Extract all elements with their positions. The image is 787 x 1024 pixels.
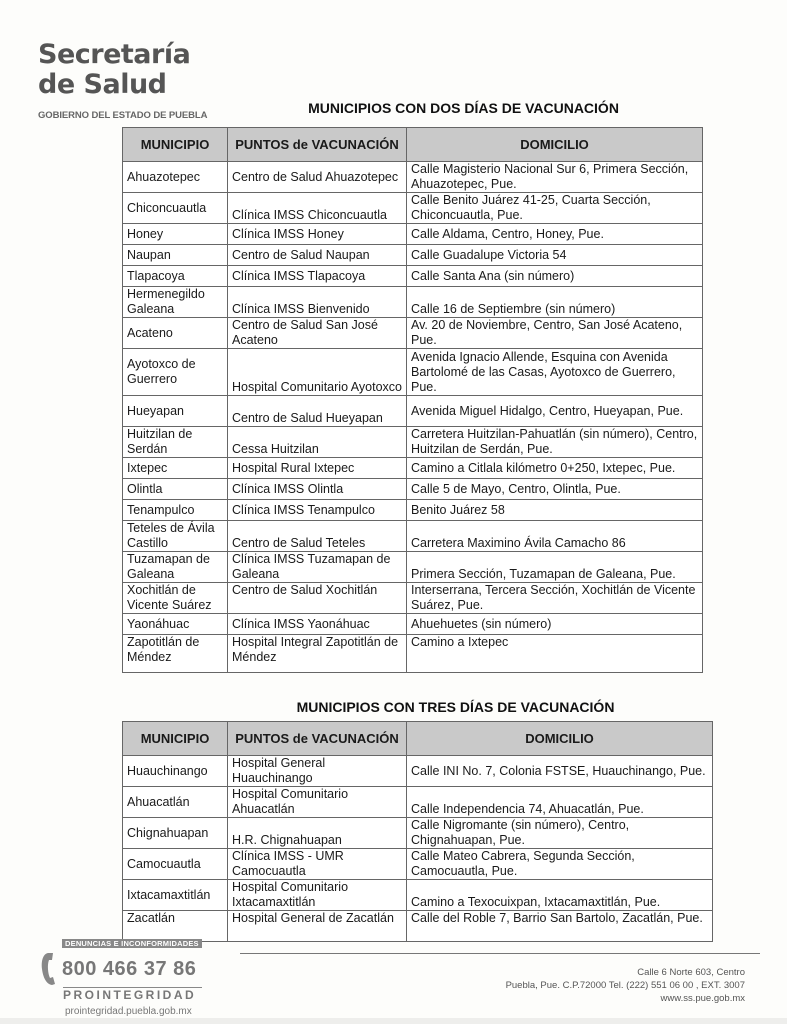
cell-municipio: Honey bbox=[123, 224, 228, 245]
header-puntos-label: PUNTOS de VACUNACIÓN bbox=[235, 137, 399, 152]
cell-domicilio: Calle Nigromante (sin número), Centro, Chignahuapan, Pue. bbox=[407, 818, 713, 849]
cell-municipio: Zapotitlán de Méndez bbox=[123, 635, 228, 673]
cell-municipio: Olintla bbox=[123, 479, 228, 500]
two-days-title: MUNICIPIOS CON DOS DÍAS DE VACUNACIÓN bbox=[308, 100, 619, 116]
table-row bbox=[123, 521, 703, 552]
table-row bbox=[123, 614, 703, 635]
cell-domicilio: Benito Juárez 58 bbox=[407, 500, 703, 521]
cell-domicilio: Interserrana, Tercera Sección, Xochitlán de Vicente Suárez, Pue. bbox=[407, 583, 703, 614]
cell-punto: Clínica IMSS Tlapacoya bbox=[228, 266, 407, 287]
phone-row bbox=[40, 951, 202, 987]
table-row bbox=[123, 427, 703, 458]
cell-municipio: Huauchinango bbox=[123, 756, 228, 787]
cell-domicilio: Carretera Huitzilan-Pahuatlán (sin número), Centro, Huitzilan de Serdán, Pue. bbox=[407, 427, 703, 458]
phone-number[interactable]: 800 466 37 86 bbox=[62, 958, 197, 980]
cell-punto: Centro de Salud San José Acateno bbox=[228, 318, 407, 349]
cell-municipio: Ahuacatlán bbox=[123, 787, 228, 818]
cell-domicilio: Calle Benito Juárez 41-25, Cuarta Sección, Chiconcuautla, Pue. bbox=[407, 193, 703, 224]
table-row bbox=[123, 318, 703, 349]
address-line-1: Calle 6 Norte 603, Centro bbox=[637, 967, 745, 978]
cell-domicilio: Calle Guadalupe Victoria 54 bbox=[407, 245, 703, 266]
cell-municipio: Chiconcuautla bbox=[123, 193, 228, 224]
table-row bbox=[123, 911, 713, 942]
prointegridad-block bbox=[40, 933, 202, 1017]
cell-domicilio: Calle INI No. 7, Colonia FSTSE, Huauchinango, Pue. bbox=[407, 756, 713, 787]
cell-municipio: Zacatlán bbox=[123, 911, 228, 942]
cell-domicilio: Camino a Texocuixpan, Ixtacamaxtitlán, Pue. bbox=[407, 880, 713, 911]
cell-punto: Hospital Integral Zapotitlán de Méndez bbox=[228, 635, 407, 673]
logo-subtitle: GOBIERNO DEL ESTADO DE PUEBLA bbox=[38, 110, 208, 121]
cell-domicilio: Calle 16 de Septiembre (sin número) bbox=[407, 287, 703, 318]
phone-handset-icon bbox=[40, 951, 60, 987]
table-row bbox=[123, 818, 713, 849]
cell-punto: Hospital Rural Ixtepec bbox=[228, 458, 407, 479]
address-line-2: Puebla, Pue. C.P.72000 Tel. (222) 551 06 00 , EXT. 3007 bbox=[505, 980, 745, 991]
logo-line-2: de Salud bbox=[38, 69, 167, 100]
cell-municipio: Xochitlán de Vicente Suárez bbox=[123, 583, 228, 614]
cell-punto: Clínica IMSS Honey bbox=[228, 224, 407, 245]
cell-punto: Hospital Comunitario Ahuacatlán bbox=[228, 787, 407, 818]
table-header-row bbox=[123, 722, 713, 756]
two-days-table bbox=[122, 127, 703, 673]
cell-domicilio: Calle Mateo Cabrera, Segunda Sección, Camocuautla, Pue. bbox=[407, 849, 713, 880]
table-row bbox=[123, 756, 713, 787]
cell-domicilio: Av. 20 de Noviembre, Centro, San José Acateno, Pue. bbox=[407, 318, 703, 349]
cell-municipio: Ixtepec bbox=[123, 458, 228, 479]
cell-punto: Clínica IMSS Chiconcuautla bbox=[228, 193, 407, 224]
cell-punto: Hospital General Huauchinango bbox=[228, 756, 407, 787]
cell-domicilio: Avenida Miguel Hidalgo, Centro, Hueyapan, Pue. bbox=[407, 396, 703, 427]
cell-domicilio: Ahuehuetes (sin número) bbox=[407, 614, 703, 635]
table-row bbox=[123, 287, 703, 318]
header-municipio: MUNICIPIO bbox=[123, 128, 228, 162]
cell-domicilio: Avenida Ignacio Allende, Esquina con Avenida Bartolomé de las Casas, Ayotoxco de Guerrero, Pue. bbox=[407, 349, 703, 396]
cell-municipio: Tlapacoya bbox=[123, 266, 228, 287]
cell-punto: Clínica IMSS - UMR Camocuautla bbox=[228, 849, 407, 880]
cell-punto: Clínica IMSS Tenampulco bbox=[228, 500, 407, 521]
cell-punto: Clínica IMSS Tuzamapan de Galeana bbox=[228, 552, 407, 583]
cell-municipio: Yaonáhuac bbox=[123, 614, 228, 635]
address-block bbox=[506, 966, 745, 1005]
cell-punto: Centro de Salud Naupan bbox=[228, 245, 407, 266]
cell-punto: Clínica IMSS Olintla bbox=[228, 479, 407, 500]
cell-punto: Hospital Comunitario Ixtacamaxtitlán bbox=[228, 880, 407, 911]
cell-municipio: Tenampulco bbox=[123, 500, 228, 521]
cell-punto: Centro de Salud Xochitlán bbox=[228, 583, 407, 614]
table-row bbox=[123, 787, 713, 818]
table-row bbox=[123, 880, 713, 911]
table-row bbox=[123, 583, 703, 614]
website-link[interactable]: www.ss.pue.gob.mx bbox=[660, 993, 745, 1004]
cell-municipio: Ahuazotepec bbox=[123, 162, 228, 193]
table-row bbox=[123, 458, 703, 479]
cell-domicilio: Camino a Citlala kilómetro 0+250, Ixtepec, Pue. bbox=[407, 458, 703, 479]
footer-divider bbox=[240, 953, 760, 954]
cell-punto: Hospital General de Zacatlán bbox=[228, 911, 407, 942]
prointegridad-url[interactable]: prointegridad.puebla.gob.mx bbox=[65, 1006, 192, 1017]
cell-domicilio: Calle Magisterio Nacional Sur 6, Primera Sección, Ahuazotepec, Pue. bbox=[407, 162, 703, 193]
cell-municipio: Acateno bbox=[123, 318, 228, 349]
table-row bbox=[123, 635, 703, 673]
cell-municipio: Teteles de Ávila Castillo bbox=[123, 521, 228, 552]
table-row bbox=[123, 193, 703, 224]
cell-punto: Cessa Huitzilan bbox=[228, 427, 407, 458]
cell-municipio: Huitzilan de Serdán bbox=[123, 427, 228, 458]
table-row bbox=[123, 224, 703, 245]
table-row bbox=[123, 349, 703, 396]
table-row bbox=[123, 396, 703, 427]
table-row bbox=[123, 479, 703, 500]
table-row bbox=[123, 266, 703, 287]
logo-line-1: Secretaría bbox=[38, 39, 191, 70]
table-row bbox=[123, 552, 703, 583]
table-row bbox=[123, 245, 703, 266]
cell-domicilio: Calle Independencia 74, Ahuacatlán, Pue. bbox=[407, 787, 713, 818]
cell-municipio: Chignahuapan bbox=[123, 818, 228, 849]
cell-punto: H.R. Chignahuapan bbox=[228, 818, 407, 849]
header-domicilio: DOMICILIO bbox=[407, 128, 703, 162]
cell-punto: Centro de Salud Ahuazotepec bbox=[228, 162, 407, 193]
cell-punto: Clínica IMSS Bienvenido bbox=[228, 287, 407, 318]
cell-punto: Clínica IMSS Yaonáhuac bbox=[228, 614, 407, 635]
cell-domicilio: Primera Sección, Tuzamapan de Galeana, Pue. bbox=[407, 552, 703, 583]
cell-domicilio: Calle Aldama, Centro, Honey, Pue. bbox=[407, 224, 703, 245]
cell-punto: Hospital Comunitario Ayotoxco bbox=[228, 349, 407, 396]
table-row bbox=[123, 849, 713, 880]
table-header-row bbox=[123, 128, 703, 162]
header-domicilio: DOMICILIO bbox=[407, 722, 713, 756]
cell-municipio: Naupan bbox=[123, 245, 228, 266]
cell-municipio: Camocuautla bbox=[123, 849, 228, 880]
cell-domicilio: Camino a Ixtepec bbox=[407, 635, 703, 673]
header-puntos bbox=[228, 128, 407, 162]
cell-domicilio: Calle Santa Ana (sin número) bbox=[407, 266, 703, 287]
cell-punto: Centro de Salud Teteles bbox=[228, 521, 407, 552]
three-days-title: MUNICIPIOS CON TRES DÍAS DE VACUNACIÓN bbox=[296, 699, 615, 715]
cell-municipio: Hueyapan bbox=[123, 396, 228, 427]
prointegridad-brand: PROINTEGRIDAD bbox=[63, 987, 202, 1002]
header-puntos: PUNTOS de VACUNACIÓN bbox=[228, 722, 407, 756]
table-row bbox=[123, 162, 703, 193]
cell-domicilio: Calle 5 de Mayo, Centro, Olintla, Pue. bbox=[407, 479, 703, 500]
cell-domicilio: Calle del Roble 7, Barrio San Bartolo, Zacatlán, Pue. bbox=[407, 911, 713, 942]
cell-municipio: Tuzamapan de Galeana bbox=[123, 552, 228, 583]
cell-municipio: Ayotoxco de Guerrero bbox=[123, 349, 228, 396]
three-days-table bbox=[122, 721, 713, 942]
cell-punto: Centro de Salud Hueyapan bbox=[228, 396, 407, 427]
denuncias-label: DENUNCIAS E INCONFORMIDADES bbox=[62, 939, 202, 948]
cell-municipio: Ixtacamaxtitlán bbox=[123, 880, 228, 911]
header-municipio: MUNICIPIO bbox=[123, 722, 228, 756]
table-row bbox=[123, 500, 703, 521]
cell-domicilio: Carretera Maximino Ávila Camacho 86 bbox=[407, 521, 703, 552]
cell-municipio: Hermenegildo Galeana bbox=[123, 287, 228, 318]
page-bottom-edge bbox=[0, 1018, 787, 1024]
